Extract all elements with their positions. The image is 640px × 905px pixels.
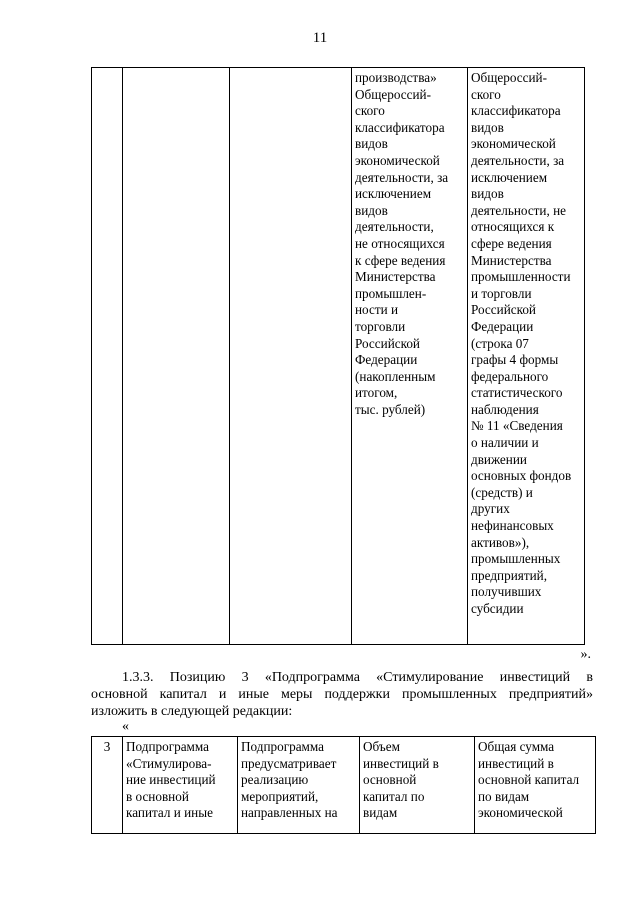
cell-text-line: и торговли: [471, 285, 532, 301]
continuation-table: [91, 67, 585, 645]
cell-text-line: ности и: [355, 302, 399, 318]
cell-text-line: других: [471, 501, 510, 517]
amendment-paragraph: [91, 669, 593, 720]
cell-text-line: видов: [471, 119, 504, 135]
table-cell-number: [92, 68, 123, 645]
cell-text-line: деятельности, за: [355, 169, 449, 185]
cell-text-line: Подпрограмма: [241, 739, 325, 754]
replacement-table: [91, 736, 596, 834]
cell-text-line: федерального: [471, 368, 549, 384]
cell-text-line: основных фондов: [471, 468, 572, 484]
table-cell-description: [230, 68, 352, 645]
cell-text-line: торговли: [355, 318, 406, 334]
page-number: 11: [312, 30, 328, 46]
cell-text-line: видов: [471, 186, 504, 202]
cell-text-line: тыс. рублей): [355, 401, 426, 417]
cell-text-line: Общая сумма: [478, 739, 555, 754]
cell-text-line: капитал и иные: [126, 805, 213, 821]
cell-text-line: активов»),: [471, 534, 530, 550]
cell-text-line: реализацию: [241, 772, 309, 788]
cell-text-line: Министерства: [355, 269, 436, 285]
cell-text-line: инвестиций в: [478, 755, 554, 771]
cell-text-line: статистического: [471, 385, 563, 401]
table-cell-indicator: [360, 737, 475, 834]
cell-text-line: деятельности, не: [471, 202, 566, 218]
table-cell-description: [238, 737, 360, 834]
cell-text-line: видам: [363, 805, 398, 821]
cell-text-line: экономической: [478, 805, 563, 821]
cell-text-line: по видам: [478, 788, 530, 804]
cell-text-line: субсидии: [471, 601, 524, 616]
cell-text-line: о наличии и: [471, 435, 539, 451]
cell-text-line: предприятий,: [471, 567, 547, 583]
paragraph-line: основной капитал и иные меры поддержки промышленных предприятий»: [91, 687, 593, 702]
cell-text-line: капитал по: [363, 788, 425, 804]
table-cell-number: 3: [92, 737, 123, 834]
cell-text-line: «Стимулирова-: [126, 755, 212, 771]
cell-text-line: экономической: [471, 136, 556, 152]
paragraph-line: изложить в следующей редакции:: [91, 704, 293, 719]
cell-text-line: основной капитал: [478, 772, 580, 788]
cell-text-line: ского: [471, 86, 501, 102]
cell-text-line: классификатора: [355, 119, 445, 135]
cell-text-line: промышленности: [471, 269, 571, 285]
cell-text-line: Российской: [355, 335, 420, 351]
cell-text-line: получивших: [471, 584, 542, 600]
cell-text-line: исключением: [355, 186, 432, 202]
cell-text-line: наблюдения: [471, 401, 539, 417]
table-cell-indicator: [352, 68, 468, 645]
cell-text-line: графы 4 формы: [471, 352, 559, 368]
table-cell-name: [123, 737, 238, 834]
table-row: [92, 737, 596, 834]
closing-quote: ».: [580, 647, 591, 662]
cell-text-line: исключением: [471, 169, 548, 185]
cell-text-line: движении: [471, 451, 527, 467]
cell-text-line: (накопленным: [355, 368, 436, 384]
cell-text-line: относящихся к: [471, 219, 555, 235]
cell-text-line: Подпрограмма: [126, 739, 210, 754]
cell-text-line: Общероссий-: [355, 86, 431, 102]
cell-text-line: предусматривает: [241, 755, 337, 771]
cell-text-line: (строка 07: [471, 335, 529, 351]
cell-text-line: ского: [355, 103, 385, 119]
cell-text-line: экономической: [355, 152, 440, 168]
opening-quote: «: [122, 719, 129, 734]
cell-text-line: (средств) и: [471, 484, 533, 500]
cell-text-line: деятельности,: [355, 219, 434, 235]
table-cell-methodology: [468, 68, 585, 645]
cell-text-line: Российской: [471, 302, 536, 318]
cell-text-line: видов: [355, 136, 388, 152]
cell-text-line: видов: [355, 202, 388, 218]
cell-text-line: классификатора: [471, 103, 561, 119]
cell-text-line: Федерации: [471, 318, 534, 334]
cell-text-line: не относящихся: [355, 235, 445, 251]
cell-text-line: итогом,: [355, 385, 398, 401]
cell-text-line: сфере ведения: [471, 235, 552, 251]
table-row: [92, 68, 585, 645]
cell-text-line: нефинансовых: [471, 518, 554, 534]
cell-text-line: основной: [363, 772, 417, 788]
paragraph-line: 1.3.3. Позицию 3 «Подпрограмма «Стимулирование инвестиций в: [122, 670, 593, 685]
cell-text-line: № 11 «Сведения: [471, 418, 563, 434]
cell-text-line: мероприятий,: [241, 788, 319, 804]
cell-text-line: к сфере ведения: [355, 252, 446, 268]
cell-text-line: промышлен-: [355, 285, 427, 301]
cell-text-line: Общероссий-: [471, 70, 547, 85]
cell-text-line: Объем: [363, 739, 400, 754]
cell-text-line: в основной: [126, 788, 189, 804]
cell-text-line: инвестиций в: [363, 755, 439, 771]
cell-text-line: Федерации: [355, 352, 418, 368]
table-cell-methodology: [475, 737, 596, 834]
cell-text-line: производства»: [355, 70, 437, 85]
cell-text-line: направленных на: [241, 805, 338, 821]
cell-text-line: деятельности, за: [471, 152, 565, 168]
table-cell-name: [123, 68, 230, 645]
cell-text-line: Министерства: [471, 252, 552, 268]
cell-text-line: промышленных: [471, 551, 561, 567]
cell-text-line: ние инвестиций: [126, 772, 216, 788]
